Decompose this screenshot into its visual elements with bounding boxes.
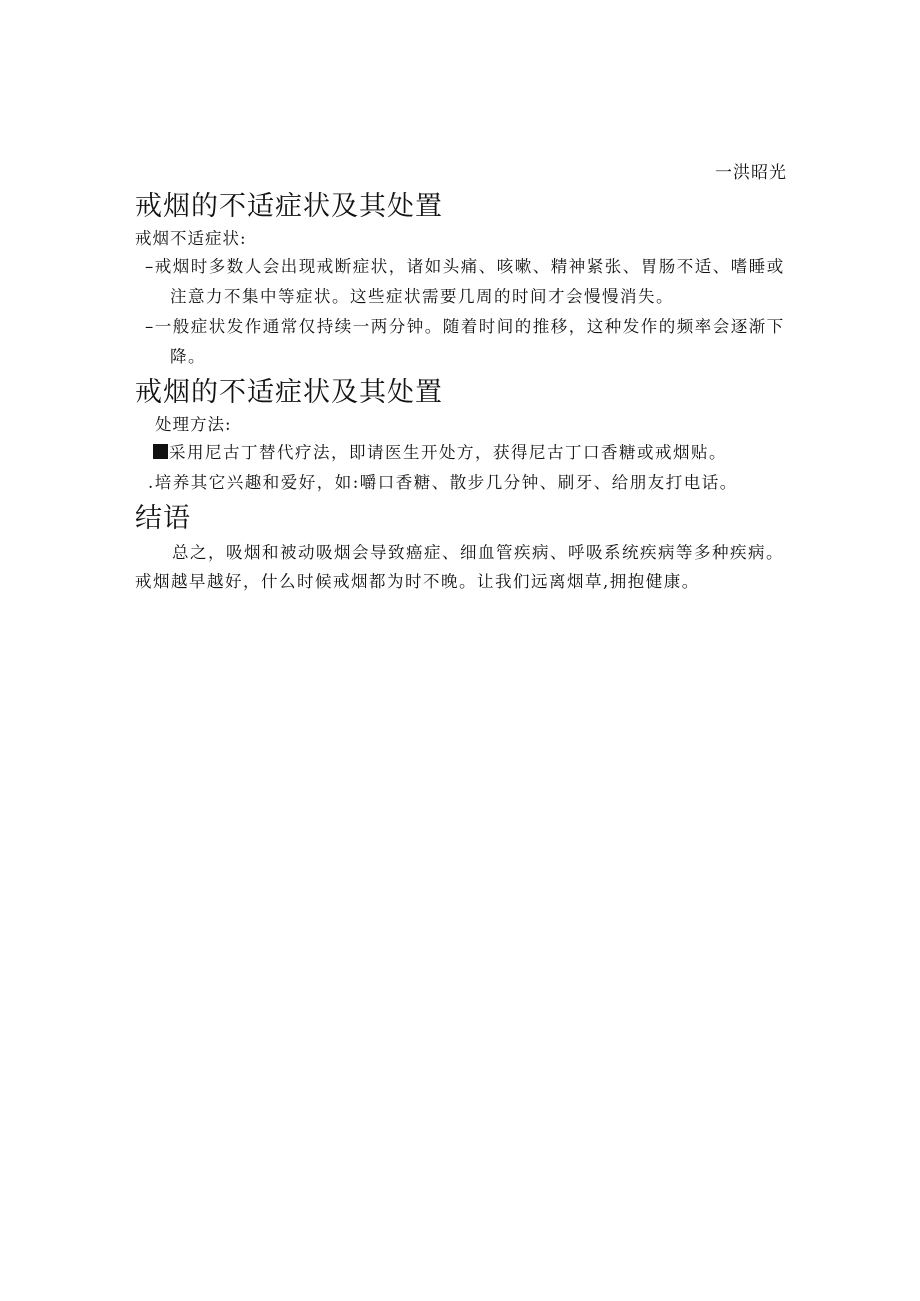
conclusion-paragraph: 总之，吸烟和被动吸烟会导致癌症、细血管疾病、呼吸系统疾病等多种疾病。戒烟越早越好，什么时候戒烟都为时不晚。让我们远离烟草,拥抱健康。 <box>135 543 784 591</box>
treatment-item-text: 培养其它兴趣和爱好，如:嚼口香糖、散步几分钟、刷牙、给朋友打电话。 <box>154 473 738 492</box>
treatment-subheading: 处理方法: <box>155 415 232 434</box>
dash-marker: – <box>145 317 155 336</box>
symptoms-subheading: 戒烟不适症状: <box>135 229 247 248</box>
section-heading-treatment: 戒烟的不适症状及其处置 <box>135 377 443 408</box>
symptom-item-text: 戒烟时多数人会出现戒断症状，诸如头痛、咳嗽、精神紧张、胃肠不适、嗜睡或注意力不集中等症状。这些症状需要几周的时间才会慢慢消失。 <box>154 257 785 306</box>
dot-marker: . <box>148 473 155 492</box>
treatment-item <box>135 438 787 468</box>
section-heading-symptoms: 戒烟的不适症状及其处置 <box>135 191 443 222</box>
symptom-item-text: 一般症状发作通常仅持续一两分钟。随着时间的推移，这种发作的频率会逐渐下降。 <box>154 317 785 366</box>
document-content <box>135 160 787 596</box>
author-line: 一洪昭光 <box>715 163 787 183</box>
symptom-item <box>135 312 787 372</box>
symptom-item <box>135 252 787 312</box>
dash-marker: – <box>145 257 155 276</box>
conclusion-heading: 结语 <box>135 503 191 534</box>
treatment-item-text: 采用尼古丁替代疗法，即请医生开处方，获得尼古丁口香糖或戒烟贴。 <box>169 443 727 462</box>
square-bullet-icon <box>153 444 168 459</box>
treatment-item <box>135 468 787 498</box>
